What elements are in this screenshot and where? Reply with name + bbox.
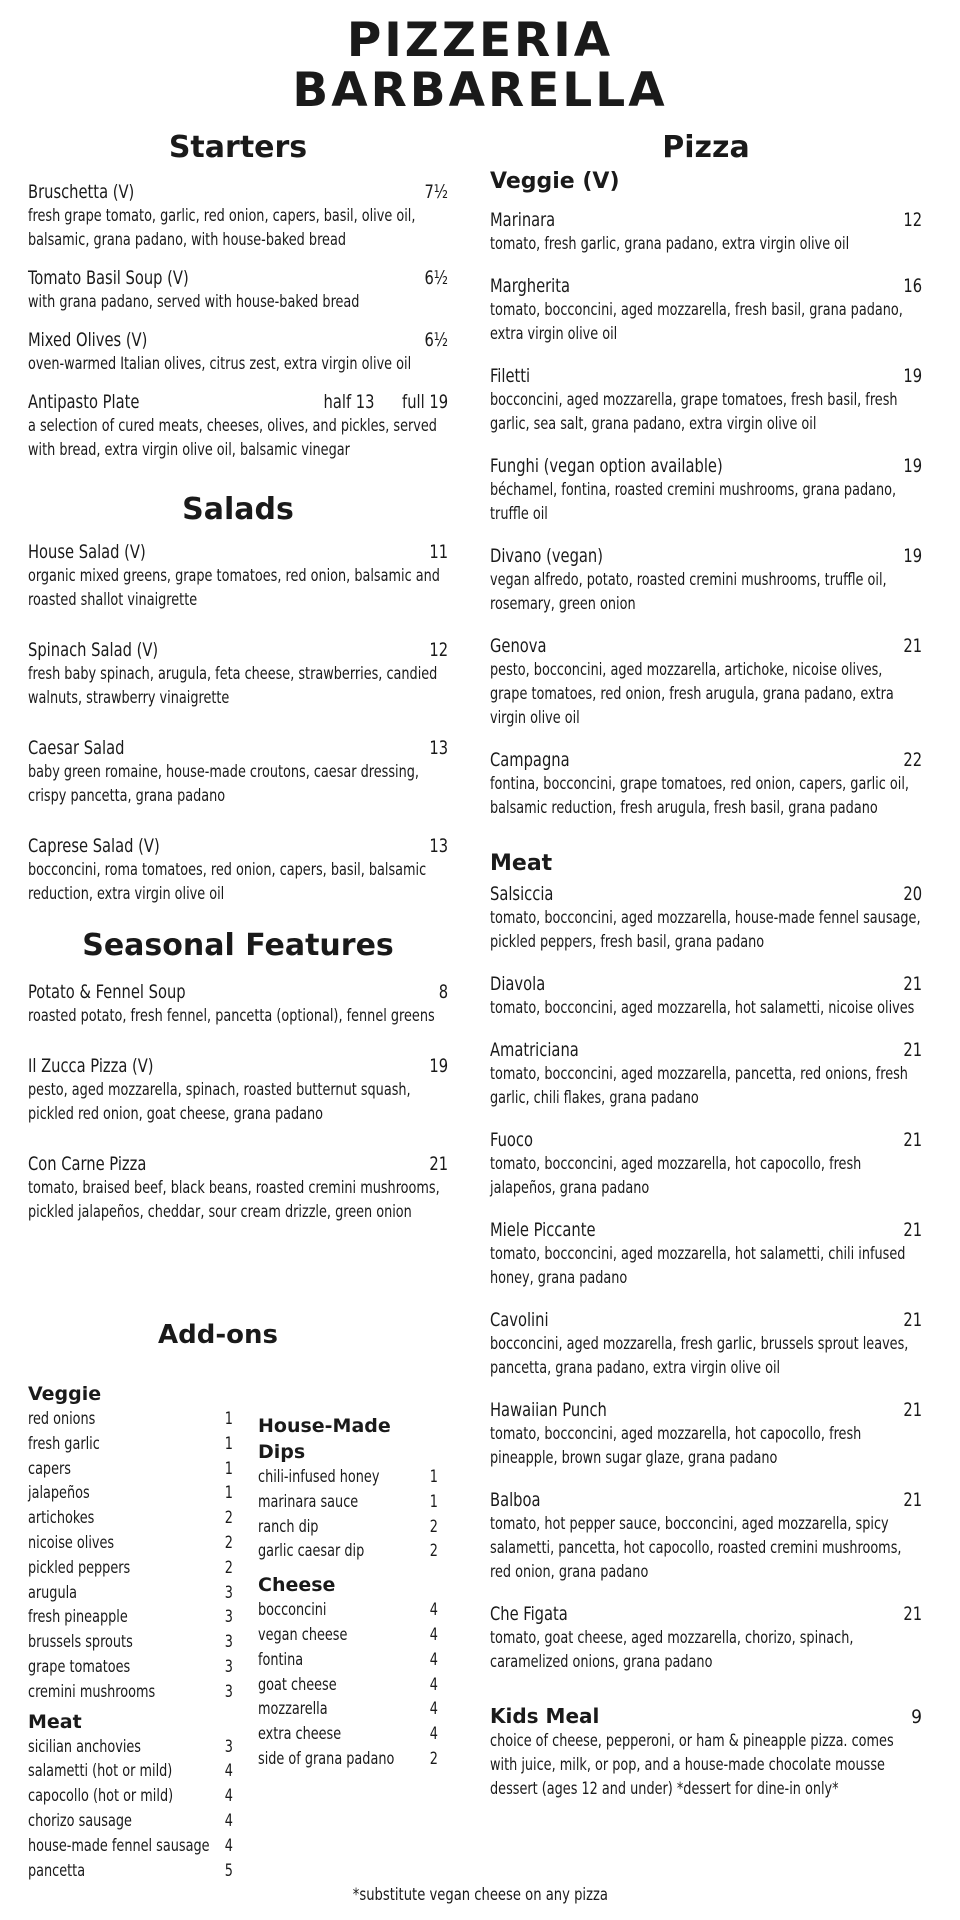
addon-row xyxy=(28,1834,233,1859)
item-name: Balboa xyxy=(490,1489,541,1511)
addon-price: 4 xyxy=(429,1600,438,1621)
item-description: béchamel, fontina, roasted cremini mushrooms, grana padano, truffle oil xyxy=(490,480,897,524)
menu-item xyxy=(490,1128,922,1200)
item-name: Con Carne Pizza xyxy=(28,1153,147,1175)
addon-row xyxy=(258,1648,438,1673)
pizza-note: (vegan option available) xyxy=(543,455,723,477)
addon-row xyxy=(28,1531,233,1556)
item-description: roasted potato, fresh fennel, pancetta (optional), fennel greens xyxy=(28,1006,435,1026)
item-price: 21 xyxy=(903,1399,923,1421)
item-price: 21 xyxy=(903,1489,923,1511)
addon-name: extra cheese xyxy=(258,1724,342,1745)
item-description: organic mixed greens, grape tomatoes, red onion, balsamic and roasted shallot vinaigrette xyxy=(28,566,440,610)
item-name: Antipasto Plate xyxy=(28,391,140,413)
item-price: 19 xyxy=(903,545,923,567)
addon-price: 2 xyxy=(224,1532,233,1553)
addon-row xyxy=(28,1630,233,1655)
item-name: Hawaiian Punch xyxy=(490,1399,607,1421)
item-description: tomato, hot pepper sauce, bocconcini, aged mozzarella, spicy salametti, pancetta, hot capocollo, roasted cremini mushrooms, red onion, grana padano xyxy=(490,1514,902,1582)
addon-price: 2 xyxy=(429,1748,438,1769)
addon-name: ranch dip xyxy=(258,1516,319,1537)
addon-price: 4 xyxy=(224,1835,233,1856)
addon-name: marinara sauce xyxy=(258,1491,359,1512)
addon-name: side of grana padano xyxy=(258,1748,395,1769)
item-price: 22 xyxy=(903,749,923,771)
addon-row xyxy=(28,1859,233,1884)
item-name: Filetti xyxy=(490,365,531,387)
addon-row xyxy=(28,1809,233,1834)
addon-price: 4 xyxy=(429,1699,438,1720)
item-description: fresh baby spinach, arugula, feta cheese, strawberries, candied walnuts, strawberry vinaigrette xyxy=(28,664,438,708)
menu-item xyxy=(490,1602,922,1674)
addon-row xyxy=(28,1605,233,1630)
addon-name: arugula xyxy=(28,1582,78,1603)
item-price: 21 xyxy=(903,635,923,657)
item-description: bocconcini, aged mozzarella, fresh garlic, brussels sprout leaves, pancetta, grana padano, extra virgin olive oil xyxy=(490,1334,909,1378)
item-description: with grana padano, served with house-baked bread xyxy=(28,292,360,312)
item-name: Bruschetta (V) xyxy=(28,181,135,203)
item-price: 21 xyxy=(903,1603,923,1625)
addon-price: 4 xyxy=(429,1624,438,1645)
addon-name: vegan cheese xyxy=(258,1624,348,1645)
menu-item xyxy=(28,834,448,906)
addon-price: 3 xyxy=(224,1681,233,1702)
kids-meal-name: Kids Meal xyxy=(490,1704,600,1728)
item-description: tomato, fresh garlic, grana padano, extra virgin olive oil xyxy=(490,234,850,254)
addon-name: capers xyxy=(28,1458,71,1479)
item-name: Genova xyxy=(490,635,547,657)
addon-row xyxy=(258,1623,438,1648)
addon-price: 2 xyxy=(429,1516,438,1537)
addon-row xyxy=(28,1432,233,1457)
item-name: Campagna xyxy=(490,749,570,771)
addon-name: brussels sprouts xyxy=(28,1632,133,1653)
item-price: 13 xyxy=(429,737,449,759)
addon-row xyxy=(28,1759,233,1784)
addon-name: chorizo sausage xyxy=(28,1810,132,1831)
menu-item xyxy=(490,364,922,436)
item-price: 7½ xyxy=(424,181,449,203)
addon-name: red onions xyxy=(28,1409,96,1429)
addon-row xyxy=(28,1481,233,1506)
addons-right-column xyxy=(258,1409,438,1772)
addon-row xyxy=(258,1515,438,1540)
menu-item xyxy=(490,274,922,346)
item-description: tomato, bocconcini, aged mozzarella, hot capocollo, fresh jalapeños, grana padano xyxy=(490,1154,862,1198)
addon-name: fontina xyxy=(258,1649,304,1670)
addon-price: 1 xyxy=(224,1458,233,1479)
item-description: tomato, bocconcini, aged mozzarella, hot salametti, chili infused honey, grana padano xyxy=(490,1244,906,1288)
footer-text: *substitute vegan cheese on any pizza xyxy=(352,1885,608,1905)
item-price: 12 xyxy=(429,639,449,661)
addon-row xyxy=(258,1673,438,1698)
addon-price: 1 xyxy=(224,1483,233,1504)
item-description: bocconcini, aged mozzarella, grape tomatoes, fresh basil, fresh garlic, sea salt, grana padano, extra virgin olive oil xyxy=(490,390,898,434)
item-price: 21 xyxy=(903,973,923,995)
item-description: a selection of cured meats, cheeses, olives, and pickles, served with bread, extra virgin olive oil, balsamic vinegar xyxy=(28,416,437,460)
kids-meal-price: 9 xyxy=(911,1706,922,1728)
menu-item xyxy=(28,980,448,1028)
item-price: 19 xyxy=(429,1055,449,1077)
item-price: 21 xyxy=(903,1039,923,1061)
item-price: 8 xyxy=(438,981,449,1003)
kids-meal-description: choice of cheese, pepperoni, or ham & pineapple pizza. comes with juice, milk, or pop, and a house-made chocolate mousse dessert (ages 12 and under) *dessert for dine-in only* xyxy=(490,1731,894,1799)
addon-price: 4 xyxy=(429,1724,438,1745)
addon-name: capocollo (hot or mild) xyxy=(28,1786,174,1807)
addon-row xyxy=(28,1556,233,1581)
item-price: 6½ xyxy=(424,329,449,351)
menu-item xyxy=(28,1152,448,1224)
item-price: 21 xyxy=(903,1309,923,1331)
item-description: fontina, bocconcini, grape tomatoes, red onion, capers, garlic oil, balsamic reduction, fresh arugula, fresh basil, grana padano xyxy=(490,774,909,818)
addon-row xyxy=(258,1490,438,1515)
item-name: Miele Piccante xyxy=(490,1219,596,1241)
item-price: 21 xyxy=(429,1153,449,1175)
addon-price: 3 xyxy=(224,1632,233,1653)
item-name xyxy=(490,544,603,568)
addon-row xyxy=(258,1722,438,1747)
addons-dips-heading: House-Made Dips xyxy=(258,1415,391,1463)
menu-item xyxy=(490,1398,922,1470)
addon-name: artichokes xyxy=(28,1508,95,1529)
item-name: Il Zucca Pizza (V) xyxy=(28,1055,154,1077)
menu-item xyxy=(490,1038,922,1110)
addon-row xyxy=(28,1735,233,1760)
item-description: pesto, bocconcini, aged mozzarella, artichoke, nicoise olives, grape tomatoes, red onion, fresh arugula, grana padano, extra virgin olive oil xyxy=(490,660,894,728)
menu-item xyxy=(490,748,922,820)
item-description: bocconcini, roma tomatoes, red onion, capers, basil, balsamic reduction, extra virgin olive oil xyxy=(28,860,427,904)
addon-price: 5 xyxy=(224,1860,233,1881)
item-price: 6½ xyxy=(424,267,449,289)
addon-price: 1 xyxy=(224,1409,233,1429)
item-description: tomato, bocconcini, aged mozzarella, pancetta, red onions, fresh garlic, chili flakes, grana padano xyxy=(490,1064,908,1108)
addon-row xyxy=(28,1655,233,1680)
item-description: vegan alfredo, potato, roasted cremini mushrooms, truffle oil, rosemary, green onion xyxy=(490,570,887,614)
addon-price: 3 xyxy=(224,1736,233,1757)
item-price-full: full 19 xyxy=(402,391,449,413)
addon-row xyxy=(28,1680,233,1705)
addon-name: jalapeños xyxy=(28,1483,90,1504)
pizza-name: Funghi xyxy=(490,455,539,477)
addon-price: 2 xyxy=(429,1541,438,1562)
left-column xyxy=(28,130,448,1224)
addon-name: fresh garlic xyxy=(28,1433,100,1454)
item-price-half: half 13 xyxy=(323,391,375,413)
addon-row xyxy=(258,1747,438,1772)
addon-name: pancetta xyxy=(28,1860,86,1881)
title-line-1: PIZZERIA xyxy=(346,13,614,68)
addon-row xyxy=(28,1506,233,1531)
item-description: tomato, bocconcini, aged mozzarella, hot capocollo, fresh pineapple, brown sugar glaze, grana padano xyxy=(490,1424,862,1468)
item-name: Marinara xyxy=(490,209,556,231)
item-description: tomato, bocconcini, aged mozzarella, hot salametti, nicoise olives xyxy=(490,998,915,1018)
addon-price: 3 xyxy=(224,1582,233,1603)
item-description: baby green romaine, house-made croutons, caesar dressing, crispy pancetta, grana padano xyxy=(28,762,419,806)
salads-heading: Salads xyxy=(182,492,294,527)
addon-name: cremini mushrooms xyxy=(28,1681,156,1702)
addon-price: 4 xyxy=(224,1810,233,1831)
addon-name: garlic caesar dip xyxy=(258,1541,365,1562)
menu-item xyxy=(28,540,448,612)
addon-name: mozzarella xyxy=(258,1699,328,1720)
addon-name: sicilian anchovies xyxy=(28,1736,141,1757)
addon-price: 2 xyxy=(224,1557,233,1578)
addons-cheese-heading: Cheese xyxy=(258,1574,336,1597)
item-name: Mixed Olives (V) xyxy=(28,329,148,351)
kids-meal xyxy=(490,1704,922,1801)
menu-item xyxy=(490,1218,922,1290)
addon-row xyxy=(28,1407,233,1432)
addon-name: fresh pineapple xyxy=(28,1607,128,1628)
addon-name: goat cheese xyxy=(258,1674,337,1695)
addons-heading: Add-ons xyxy=(158,1320,278,1350)
addons-left-column xyxy=(28,1377,233,1883)
item-name: Caesar Salad xyxy=(28,737,125,759)
title-line-2: BARBARELLA xyxy=(292,63,668,118)
menu-item xyxy=(28,328,448,376)
addon-row xyxy=(28,1784,233,1809)
addon-price: 4 xyxy=(224,1761,233,1782)
item-price: 21 xyxy=(903,1219,923,1241)
item-description: tomato, bocconcini, aged mozzarella, fresh basil, grana padano, extra virgin olive oil xyxy=(490,300,903,344)
item-description: tomato, goat cheese, aged mozzarella, chorizo, spinach, caramelized onions, grana padano xyxy=(490,1628,854,1672)
item-name: Diavola xyxy=(490,973,546,995)
right-column xyxy=(490,130,922,1801)
footer-note xyxy=(0,1884,960,1906)
addons-section xyxy=(28,1317,448,1893)
addon-name: grape tomatoes xyxy=(28,1656,131,1677)
item-description: oven-warmed Italian olives, citrus zest, extra virgin olive oil xyxy=(28,354,412,374)
addon-price: 4 xyxy=(429,1674,438,1695)
menu-item xyxy=(28,266,448,314)
menu-item xyxy=(490,972,922,1020)
menu-item xyxy=(490,634,922,730)
pizza-meat-heading: Meat xyxy=(490,851,553,876)
menu-item xyxy=(490,454,922,526)
menu-item xyxy=(490,1488,922,1584)
addon-price: 2 xyxy=(224,1508,233,1529)
addons-veggie-heading: Veggie xyxy=(28,1383,102,1405)
restaurant-title xyxy=(0,13,960,118)
menu-item xyxy=(28,180,448,252)
addon-row xyxy=(28,1457,233,1482)
addon-name: nicoise olives xyxy=(28,1532,115,1553)
menu-item xyxy=(28,638,448,710)
menu-item xyxy=(490,208,922,256)
addon-name: salametti (hot or mild) xyxy=(28,1761,173,1782)
addon-price: 1 xyxy=(429,1467,438,1487)
item-name: Tomato Basil Soup (V) xyxy=(28,267,189,289)
menu-item xyxy=(490,882,922,954)
pizza-veggie-heading: Veggie (V) xyxy=(490,169,620,194)
item-name: Margherita xyxy=(490,275,571,297)
item-price: 12 xyxy=(903,209,923,231)
menu-item xyxy=(490,1308,922,1380)
item-price: 16 xyxy=(903,275,923,297)
addon-row xyxy=(258,1539,438,1564)
addon-name: house-made fennel sausage xyxy=(28,1835,210,1856)
addon-name: bocconcini xyxy=(258,1600,327,1621)
item-name xyxy=(490,454,723,478)
item-description: fresh grape tomato, garlic, red onion, capers, basil, olive oil, balsamic, grana padano, with house-baked bread xyxy=(28,206,416,250)
item-description: tomato, bocconcini, aged mozzarella, house-made fennel sausage, pickled peppers, fresh basil, grana padano xyxy=(490,908,921,952)
item-name: Che Figata xyxy=(490,1603,568,1625)
item-description: pesto, aged mozzarella, spinach, roasted butternut squash, pickled red onion, goat cheese, grana padano xyxy=(28,1080,411,1124)
item-name: Spinach Salad (V) xyxy=(28,639,159,661)
menu-item xyxy=(28,736,448,808)
addon-row xyxy=(258,1465,438,1490)
menu-item xyxy=(28,1054,448,1126)
addon-price: 4 xyxy=(224,1786,233,1807)
addons-meat-heading: Meat xyxy=(28,1710,82,1733)
addon-name: chili-infused honey xyxy=(258,1467,380,1487)
addon-price: 4 xyxy=(429,1649,438,1670)
item-name: Salsiccia xyxy=(490,883,554,905)
item-price: 13 xyxy=(429,835,449,857)
pizza-heading: Pizza xyxy=(662,130,750,165)
item-price: 19 xyxy=(903,365,923,387)
item-name: Potato & Fennel Soup xyxy=(28,981,186,1003)
item-name: Amatriciana xyxy=(490,1039,579,1061)
seasonal-heading: Seasonal Features xyxy=(82,928,394,963)
pizza-name: Divano xyxy=(490,545,542,567)
item-price: 19 xyxy=(903,455,923,477)
menu-item-antipasto xyxy=(28,390,448,462)
item-price: 20 xyxy=(903,883,923,905)
addon-price: 3 xyxy=(224,1656,233,1677)
item-price: 21 xyxy=(903,1129,923,1151)
addon-price: 1 xyxy=(429,1491,438,1512)
item-description: tomato, braised beef, black beans, roasted cremini mushrooms, pickled jalapeños, cheddar, sour cream drizzle, green onion xyxy=(28,1178,440,1222)
item-name: House Salad (V) xyxy=(28,541,146,563)
item-name: Cavolini xyxy=(490,1309,549,1331)
addon-row xyxy=(258,1697,438,1722)
starters-heading: Starters xyxy=(168,130,308,165)
addon-name: pickled peppers xyxy=(28,1557,131,1578)
item-name: Fuoco xyxy=(490,1129,533,1151)
addon-price: 3 xyxy=(224,1607,233,1628)
addon-row xyxy=(258,1598,438,1623)
pizza-note: (vegan) xyxy=(546,545,603,567)
addon-row xyxy=(28,1581,233,1606)
item-price: 11 xyxy=(429,541,449,563)
menu-item xyxy=(490,544,922,616)
item-name: Caprese Salad (V) xyxy=(28,835,160,857)
addon-price: 1 xyxy=(224,1433,233,1454)
